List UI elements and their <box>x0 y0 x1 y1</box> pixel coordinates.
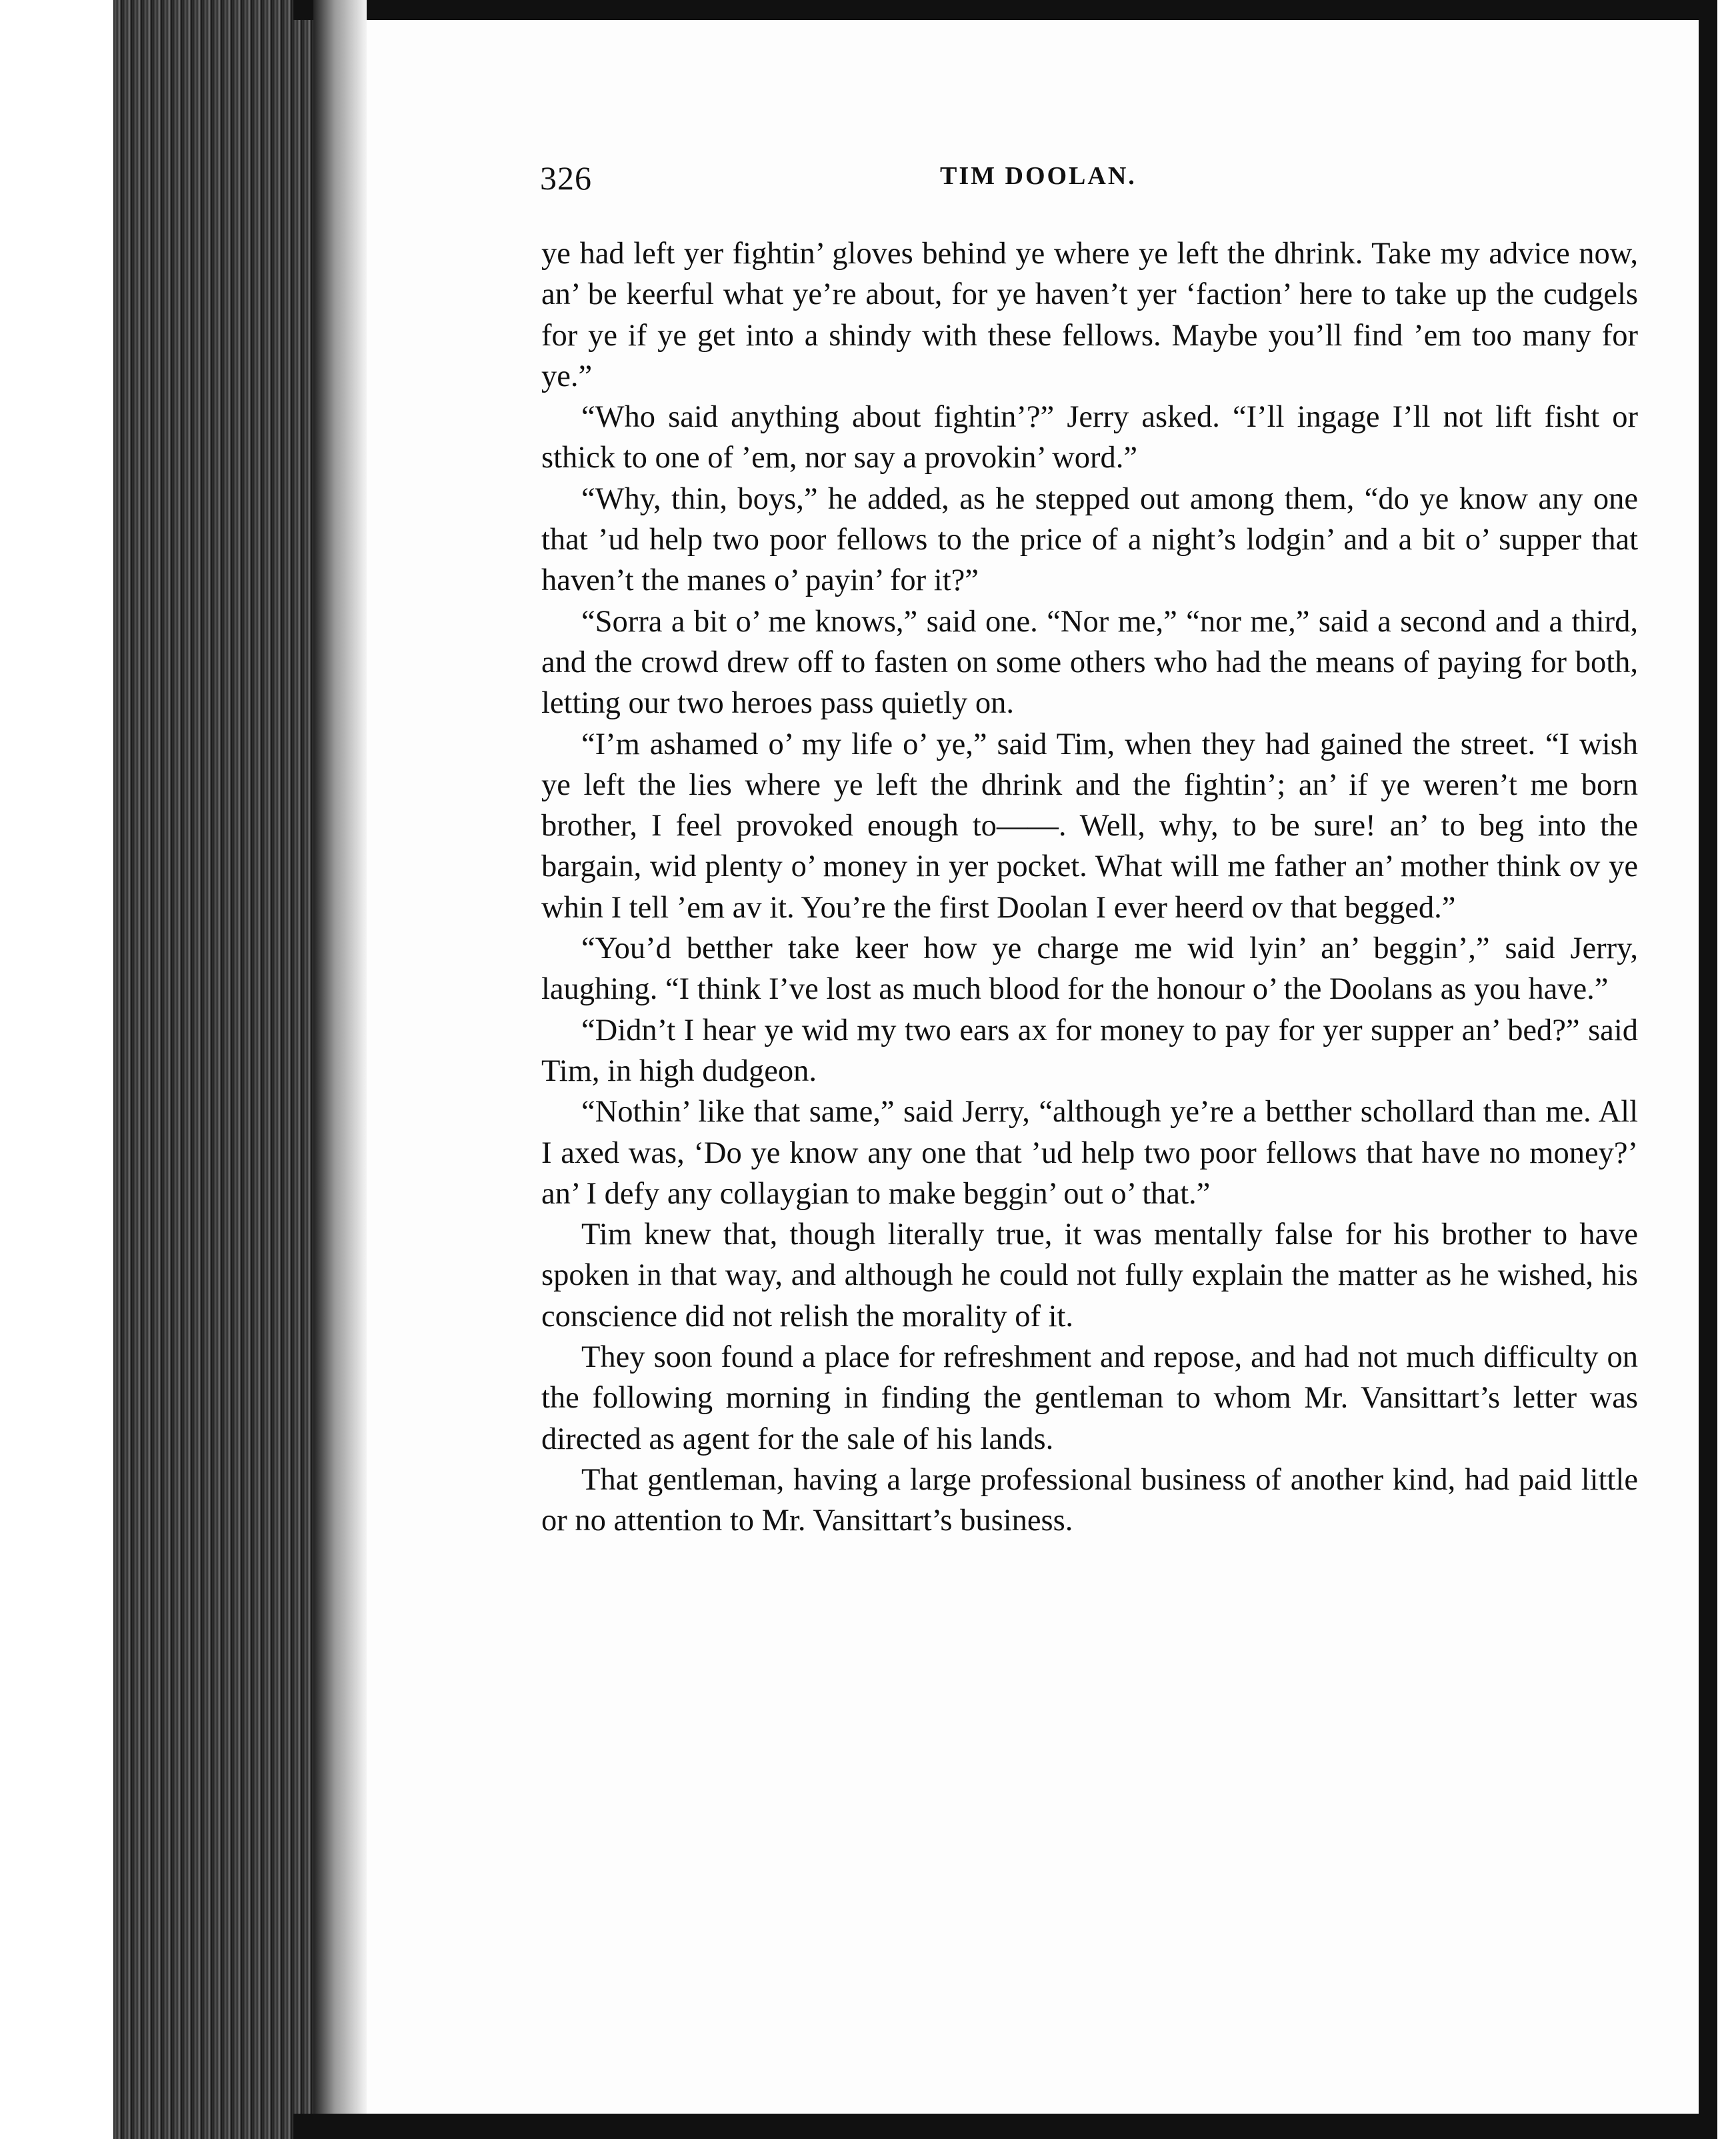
paragraph: Tim knew that, though literally true, it was mentally false for his brother to have spoken in that way, and although he could not fully explain the matter as he wished, his conscience did not relish the morality of it. <box>541 1218 1638 1334</box>
body-text <box>541 233 1638 1542</box>
running-head <box>540 159 1639 212</box>
gutter-shadow <box>313 0 367 2139</box>
paragraph: ye had left yer fightin’ gloves behind ye where ye left the dhrink. Take my advice now, an’ be keerful what ye’re about, for ye haven’t yer ‘faction’ here to take up the cudgels for ye if ye get into a shindy with these fellows. Maybe you’ll find ’em too many for ye.” <box>541 237 1638 393</box>
paragraph: “Didn’t I hear ye wid my two ears ax for money to pay for yer supper an’ bed?” said Tim, in high dudgeon. <box>541 1013 1638 1088</box>
paragraph: That gentleman, having a large professional business of another kind, had paid little or no attention to Mr. Vansittart’s business. <box>541 1462 1638 1538</box>
scan-top-border <box>293 0 1700 20</box>
paragraph: “I’m ashamed o’ my life o’ ye,” said Tim, when they had gained the street. “I wish ye left the lies where ye left the dhrink and the fightin’; an’ if ye weren’t me born brother, I feel provoked enough to——. Well, why, to be sure! an’ to beg into the bargain, wid plenty o’ money in yer pocket. What will me father an’ mother think ov ye whin I tell ’em av it. You’re the first Doolan I ever heerd ov that begged.” <box>541 727 1638 925</box>
scan-bottom-border <box>293 2114 1700 2139</box>
paragraph: “Why, thin, boys,” he added, as he stepped out among them, “do ye know any one that ’ud help two poor fellows to the price of a night’s lodgin’ and a bit o’ supper that haven’t the manes o’ payin’ for it?” <box>541 481 1638 598</box>
book-page-edges <box>113 0 327 2139</box>
running-title: TIM DOOLAN. <box>940 162 1137 190</box>
scan-margin <box>0 0 127 2139</box>
paragraph: “You’d betther take keer how ye charge me wid lyin’ an’ beggin’,” said Jerry, laughing. “I think I’ve lost as much blood for the honour o’ the Doolans as you have.” <box>541 931 1638 1007</box>
page-number: 326 <box>540 159 592 197</box>
paragraph: “Sorra a bit o’ me knows,” said one. “Nor me,” “nor me,” said a second and a third, and the crowd drew off to fasten on some others who had the means of paying for both, letting our two heroes pass quietly on. <box>541 604 1638 721</box>
scan-right-border <box>1699 0 1717 2139</box>
paragraph: They soon found a place for refreshment and repose, and had not much difficulty on the following morning in finding the gentleman to whom Mr. Vansittart’s letter was directed as agent for the sale of his lands. <box>541 1340 1638 1456</box>
paragraph: “Nothin’ like that same,” said Jerry, “although ye’re a betther schollard than me. All I axed was, ‘Do ye know any one that ’ud help two poor fellows that have no money?’ an’ I defy any collaygian to make beggin’ out o’ that.” <box>541 1095 1638 1211</box>
paragraph: “Who said anything about fightin’?” Jerry asked. “I’ll ingage I’ll not lift fisht or sthick to one of ’em, nor say a provokin’ word.” <box>541 400 1638 475</box>
